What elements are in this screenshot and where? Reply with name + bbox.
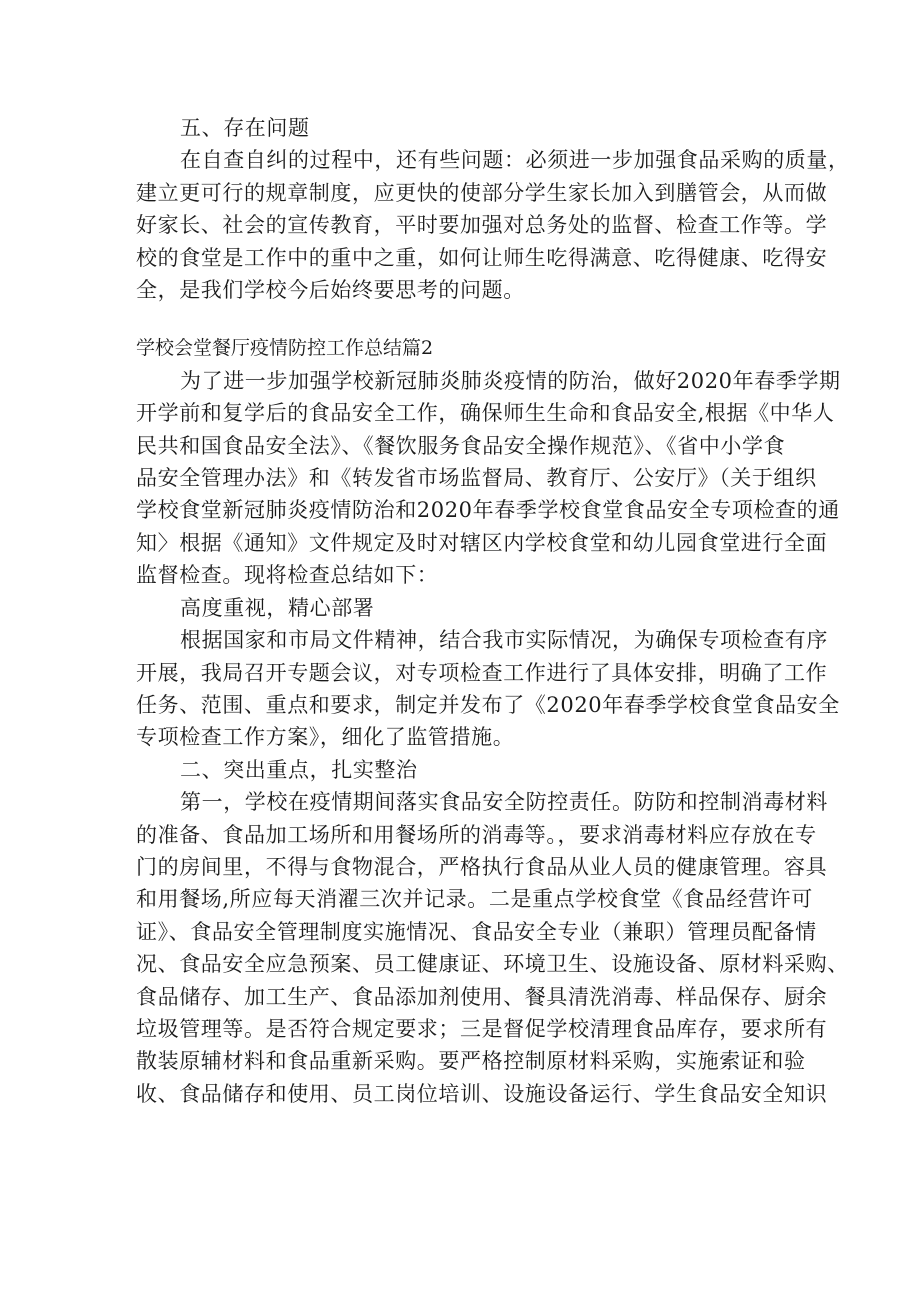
section-heading: 二、突出重点，扎实整治: [180, 757, 418, 782]
paragraph-line: 监督检查。现将检查总结如下：: [136, 563, 439, 588]
paragraph-line: 为了进一步加强学校新冠肺炎肺炎疫情的防治，做好2020年春季学期: [180, 368, 841, 393]
paragraph-line: 垃圾管理等。是否符合规定要求；三是督促学校清理食品库存，要求所有: [136, 1016, 828, 1041]
paragraph-line: 任务、范围、重点和要求，制定并发布了《2020年春季学校食堂食品安全: [136, 692, 840, 717]
paragraph-line: 收、食品储存和使用、员工岗位培训、设施设备运行、学生食品安全知识: [136, 1081, 828, 1106]
paragraph-line: 散装原辅材料和食品重新采购。要严格控制原材料采购，实施索证和验: [136, 1049, 806, 1074]
paragraph-line: 的准备、食品加工场所和用餐场所的消毒等。，要求消毒材料应存放在专: [136, 822, 817, 847]
paragraph-line: 证》、食品安全管理制度实施情况、食品安全专业（兼职）管理员配备情: [136, 919, 817, 944]
paragraph-line: 专项检查工作方案》，细化了监管措施。: [136, 725, 515, 750]
paragraph-line: 品安全管理办法》和《转发省市场监督局、教育厅、公安厅》（关于组织: [136, 466, 817, 491]
paragraph-line: 开展，我局召开专题会议，对专项检查工作进行了具体安排，明确了工作: [136, 660, 828, 685]
paragraph-line: 知〉根据《通知》文件规定及时对辖区内学校食堂和幼儿园食堂进行全面: [136, 530, 828, 555]
paragraph-line: 好家长、社会的宣传教育，平时要加强对总务处的监督、检查工作等。学: [136, 213, 828, 238]
paragraph-line: 校的食堂是工作中的重中之重，如何让师生吃得满意、吃得健康、吃得安: [136, 245, 828, 270]
article-title: 学校会堂餐厅疫情防控工作总结篇2: [136, 337, 434, 360]
section-heading: 高度重视，精心部署: [180, 595, 375, 620]
paragraph-line: 建立更可行的规章制度，应更快的使部分学生家长加入到膳管会，从而做: [136, 180, 828, 205]
paragraph-line: 开学前和复学后的食品安全工作，确保师生生命和食品安全,根据《中华人: [136, 401, 835, 426]
paragraph-line: 全，是我们学校今后始终要思考的问题。: [136, 278, 525, 303]
paragraph-line: 学校食堂新冠肺炎疫情防治和2020年春季学校食堂食品安全专项检查的通: [136, 498, 840, 523]
section-heading: 五、存在问题: [180, 116, 310, 140]
document-body: [136, 112, 850, 1110]
paragraph-line: 第一，学校在疫情期间落实食品安全防控责任。防防和控制消毒材料: [180, 790, 828, 815]
paragraph-line: 在自查自纠的过程中，还有些问题：必须进一步加强食品采购的质量，: [180, 148, 850, 173]
paragraph-line: 和用餐场,所应每天消濯三次并记录。二是重点学校食堂《食品经营许可: [136, 887, 813, 912]
paragraph-line: 况、食品安全应急预案、员工健康证、环境卫生、设施设备、原材料采购、: [136, 952, 849, 977]
paragraph-line: 民共和国食品安全法》、《餐饮服务食品安全操作规范》、《省中小学食: [136, 433, 786, 458]
paragraph-line: 门的房间里，不得与食物混合，严格执行食品从业人员的健康管理。容具: [136, 854, 828, 879]
paragraph-line: 食品储存、加工生产、食品添加剂使用、餐具清洗消毒、样品保存、厨余: [136, 984, 828, 1009]
paragraph-line: 根据国家和市局文件精神，结合我市实际情况，为确保专项检查有序: [180, 628, 828, 653]
